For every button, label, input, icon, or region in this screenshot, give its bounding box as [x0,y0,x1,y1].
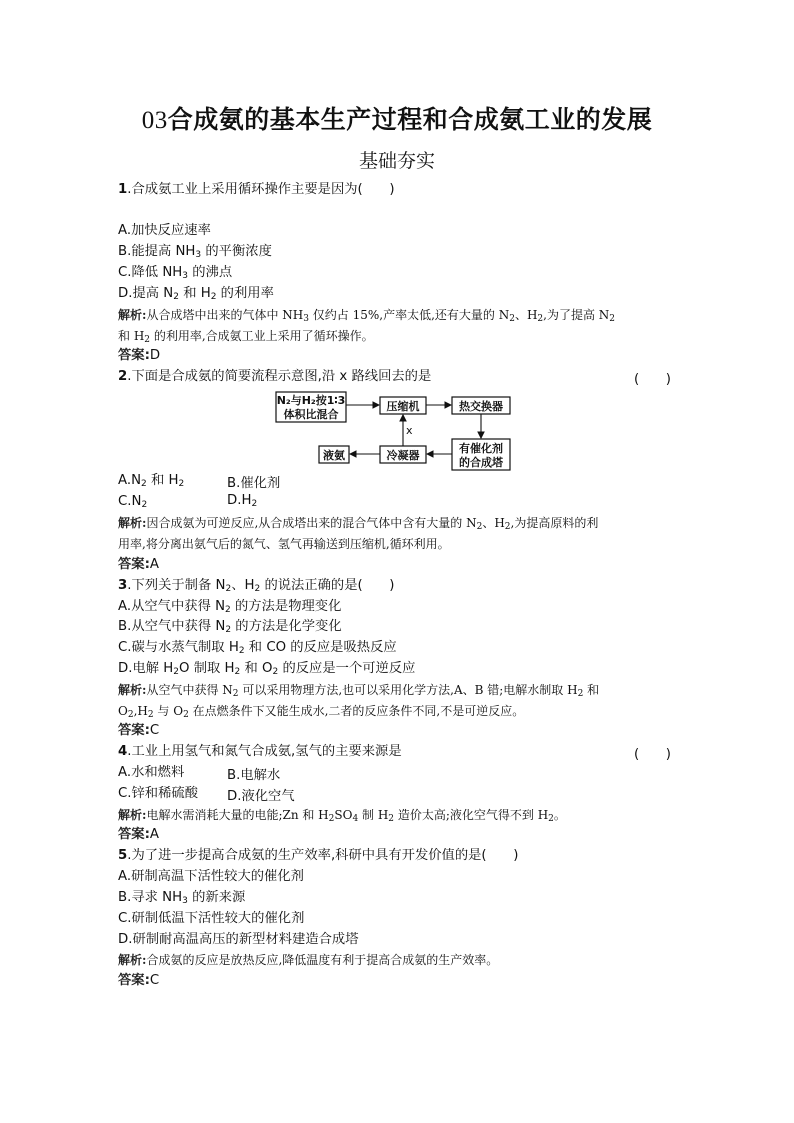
section-subtitle: 基础夯实 [358,150,435,172]
title-number: 03 [141,107,168,134]
q1-analysis-line1: 解析:从合成塔中出来的气体中 $NH_3$ 仅约占 15%,产率太低,还有大量的 $N_2$、$H_2$,为了提高 $N_2$ [118,308,616,324]
q1-option-b: B.能提高 $NH_3$ 的平衡浓度 [118,244,272,260]
q4-answer-blank: ( ) [634,747,671,762]
synthesis-tower-label-2: 的合成塔 [459,456,503,469]
q5-stem: 5.为了进一步提高合成氨的生产效率,科研中具有开发价值的是( ) [118,848,519,863]
q2-option-d: $D.H_2$ [227,493,258,509]
q4-option-d: D.液化空气 [227,789,295,804]
q2-option-a: $A.N_2$ 和 $H_2$ [118,473,185,489]
q1-option-d: D.提高 $N_2$ 和 $H_2$ 的利用率 [118,286,274,302]
q5-option-c: C.研制低温下活性较大的催化剂 [118,911,305,926]
mix-box-label-1: N₂与H₂按1∶3 [276,394,346,407]
q3-option-a: A.从空气中获得 $N_2$ 的方法是物理变化 [118,599,342,615]
q1-analysis-line2: 和 $H_2$ 的利用率,合成氨工业上采用了循环操作。 [118,329,374,345]
q2-answer: 答案:A [118,557,160,572]
q5-option-b: B.寻求 $NH_3$ 的新来源 [118,890,246,906]
q1-stem: 1.合成氨工业上采用循环操作主要是因为( ) [118,182,395,197]
q2-analysis-line2: 用率,将分离出氨气后的氮气、氢气再输送到压缩机,循环利用。 [118,537,450,551]
mix-box-label-2: 体积比混合 [283,408,339,421]
process-flow-diagram [275,389,537,473]
q2-answer-blank: ( ) [634,372,671,387]
q4-option-a: A.水和燃料 [118,765,185,780]
q1-option-a: A.加快反应速率 [118,223,211,238]
q3-analysis-line1: 解析:从空气中获得 $N_2$ 可以采用物理方法,也可以采用化学方法,A、B 错;电解水制取 $H_2$ 和 [118,683,600,699]
q3-option-c: C.碳与水蒸气制取 $H_2$ 和 CO 的反应是吸热反应 [118,640,397,656]
page-title [0,100,794,136]
q3-answer: 答案:C [118,723,160,738]
q5-answer: 答案:C [118,973,160,988]
q3-option-d: D.电解 $H_2O$ 制取 $H_2$ 和 $O_2$ 的反应是一个可逆反应 [118,661,416,677]
q4-answer: 答案:A [118,827,160,842]
q2-stem: 2.下面是合成氨的简要流程示意图,沿 x 路线回去的是 [118,369,432,384]
q4-analysis: 解析:电解水需消耗大量的电能;Zn 和 $H_2SO_4$ 制 $H_2$ 造价太高;液化空气得不到 $H_2$。 [118,808,566,824]
x-route-label: x [406,424,413,437]
q1-answer: 答案:D [118,348,161,363]
q5-option-d: D.研制耐高温高压的新型材料建造合成塔 [118,932,359,947]
q5-analysis: 解析:合成氨的反应是放热反应,降低温度有利于提高合成氨的生产效率。 [118,953,499,967]
q4-option-b: B.电解水 [227,768,281,783]
heat-exchanger-label: 热交换器 [459,400,503,413]
q4-option-c: C.锌和稀硫酸 [118,786,198,801]
title-text: 合成氨的基本生产过程和合成氨工业的发展 [167,105,653,134]
q5-option-a: A.研制高温下活性较大的催化剂 [118,869,304,884]
q3-option-b: B.从空气中获得 $N_2$ 的方法是化学变化 [118,619,342,635]
q3-analysis-line2: $O_2,H_2$ 与 $O_2$ 在点燃条件下又能生成水,二者的反应条件不同,不是可逆反应。 [118,704,525,720]
condenser-label: 冷凝器 [386,449,420,462]
q2-option-c: $C.N_2$ [118,494,148,510]
q4-stem: 4.工业上用氢气和氮气合成氨,氢气的主要来源是 [118,744,402,759]
liquid-ammonia-label: 液氨 [323,449,345,462]
q2-analysis-line1: 解析:因合成氨为可逆反应,从合成塔出来的混合气体中含有大量的 $N_2$、$H_2$,为提高原料的利 [118,516,599,532]
q1-option-c: C.降低 $NH_3$ 的沸点 [118,265,233,281]
synthesis-tower-label-1: 有催化剂 [459,442,503,455]
q3-stem: 3.下列关于制备 $N_2$、$H_2$ 的说法正确的是( ) [118,578,395,594]
compressor-label: 压缩机 [386,400,420,413]
q2-option-b: B.催化剂 [227,476,281,491]
